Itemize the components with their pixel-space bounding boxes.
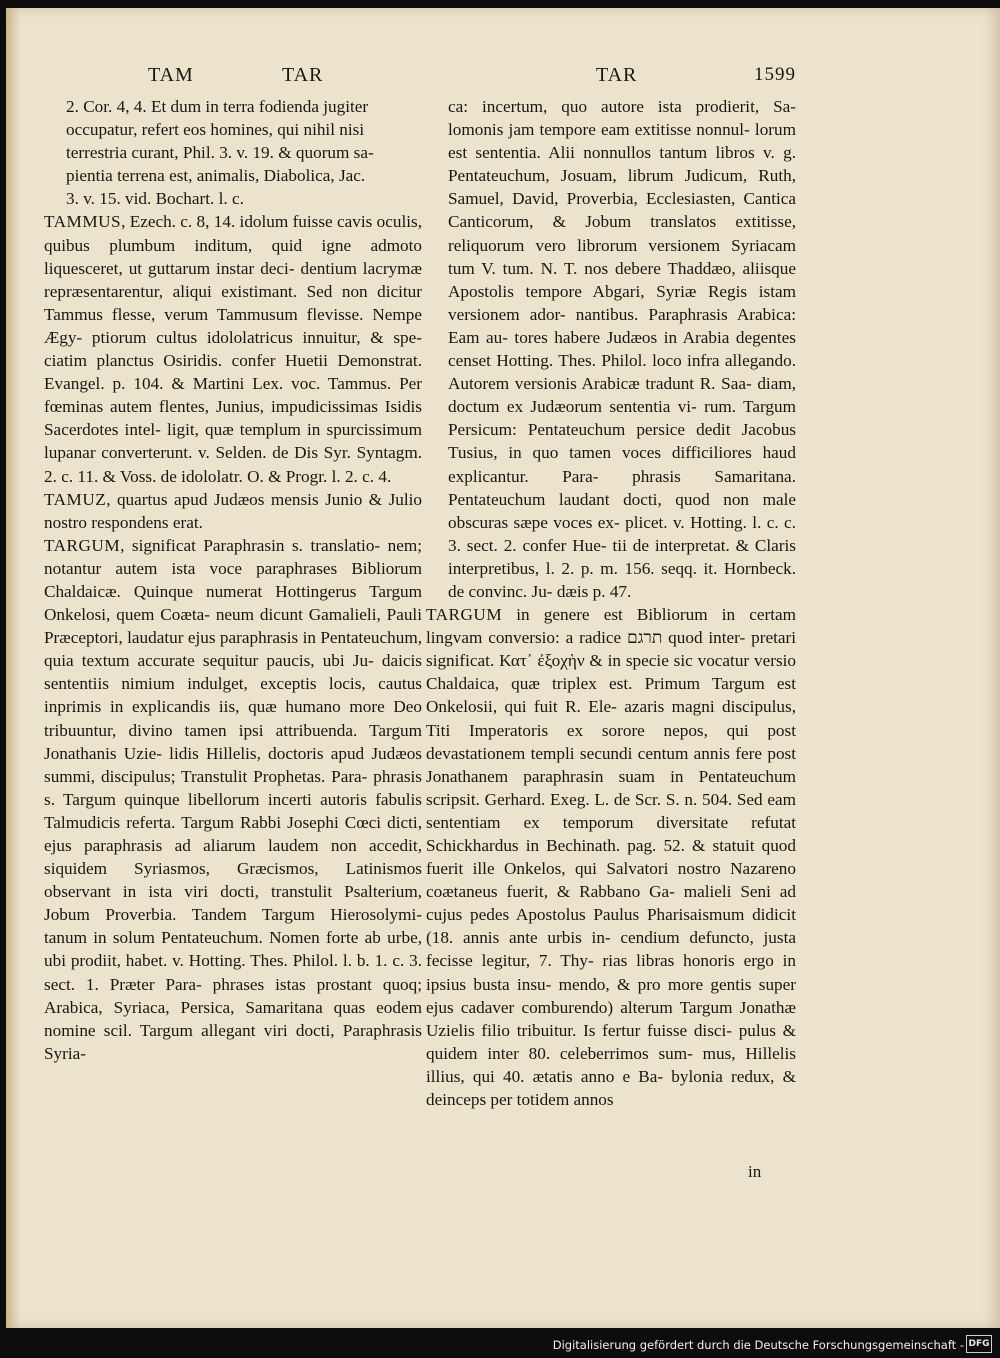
continuation-line: pientia terrena est, animalis, Diabolica, Jac.: [66, 166, 366, 186]
running-head-left-1: TAM: [148, 64, 194, 86]
dictionary-entry: [44, 488, 422, 534]
dfg-logo-icon: DFG: [966, 1335, 992, 1353]
entry-lemma: TAMMUS: [44, 212, 122, 232]
continuation-line: 2. Cor. 4, 4. Et dum in terra fodienda jugiter: [66, 97, 369, 116]
running-head-left-2: TAR: [282, 64, 324, 86]
page-number: 1599: [754, 64, 796, 85]
continuation-line: 3. v. 15. vid. Bochart. l. c.: [66, 189, 244, 209]
right-column: [426, 95, 796, 1111]
entry-text: , quartus apud Judæos mensis Junio & Julio nostro respondens erat.: [44, 489, 422, 532]
dictionary-entry: [426, 603, 796, 1111]
entry-lemma: TAMUZ: [44, 489, 107, 509]
running-head-right: TAR: [596, 64, 638, 86]
dictionary-entry: [44, 210, 422, 487]
entry-lemma: TARGUM: [44, 535, 121, 555]
left-column: [44, 95, 422, 1065]
dictionary-entry: [44, 534, 422, 1065]
entry-text: in genere est Bibliorum in certam lingvam conversio: a radice תרגם quod inter- pretari significat. Κατ᾽ ἐξοχὴν & in specie sic vocatur versio Chaldaica, quæ triplex est. Primum Targum est Onkelosii, qui fuit R. Ele- azaris magni discipulus, Titi Imperatoris ex sorore nepos, qui post devastationem templi secundi centum annis fere post Jonathanem paraphrasin suam in Pentateuchum scripsit. Gerhard. Exeg. L. de Scr. S. n. 504. Sed eam sententiam ex temporum diversitate refutat Schickhardus in Bechinath. pag. 52. & statuit quod fuerit ille Onkelos, qui Salvatori nostro Nazareno coætaneus fuerit, & Rabbano Ga- malieli Seni ad cujus pedes Apostolus Paulus Pharisaismum didicit (18. annis ante urbis in- cendium defuncto, justa fecisse legitur, 7. Thy- rias libras honoris ergo in ipsius busta insu- mendo, & pro more gentis super ejus cadaver comburendo) alterum Targum Jonathæ Uzielis filio tribuitur. Is fertur fuisse disci- pulus & quidem inter 80. celeberrimos sum- mus, Hillelis illius, qui 40. ætatis anno e Ba- bylonia redux, & deinceps per totidem annos: [426, 605, 796, 1110]
right-continuation: ca: incertum, quo autore ista prodierit, Sa- lomonis jam tempore eam extitisse nonnul- lorum est sententia. Alii nonnullos tantum libros v. g. Pentateuchum, Josuam, librum Judicum, Ruth, Samuel, David, Proverbia, Ecclesiasten, Cantica Canticorum, & Jobum translatos extitisse, reliquorum vero librorum versionem Syriacam tum V. tum. N. T. nos debere Thaddæo, aliisque Apostolis tempore Abgari, Syriæ Regis istam versionem ador- nantibus. Paraphrasis Arabica: Eam au- tores habere Judæos in Arabia degentes censet Hotting. Thes. Philol. loco infra allegando. Autorem versionis Arabicæ tradunt R. Saa- diam, doctum ex Judæorum sententia vi- rum. Targum Persicum: Pentateuchum persice dedit Jacobus Tusius, in quo tamen voces difficiliores haud explicantur. Para- phrasis Samaritana. Pentateuchum laudant docti, quod non male obscuras sæpe voces ex- plicet. v. Hotting. l. c. c. 3. sect. 2. confer Hue- tii de interpretat. & Claris interpretibus, l. 2. p. m. 156. seqq. it. Hornbeck. de convinc. Ju- dæis p. 47.: [448, 97, 796, 601]
entry-text: , Ezech. c. 8, 14. idolum fuisse cavis oculis, quibus plumbum inditum, quid igne admoto liquesceret, ut guttarum instar deci- dentium lacrymæ repræsentarentur, aliqui existimant. Sed non dicitur Tammus flesse, verum Tammusum flevisse. Nempe Ægy- ptiorum cultus idololatricus innuitur, & spe- ciatim planctus Osiridis. confer Huetii Demonstrat. Evangel. p. 104. & Martini Lex. voc. Tammus. Per fœminas autem flentes, Junius, impudicissimas Isidis Sacerdotes intel- ligit, quæ templum in spurcissimum lupanar converterunt. v. Selden. de Dis Syr. Syntagm. 2. c. 11. & Voss. de idololatr. O. & Progr. l. 2. c. 4.: [44, 212, 422, 486]
footer-credit: Digitalisierung gefördert durch die Deutsche Forschungsgemeinschaft -: [552, 1338, 964, 1352]
entry-text: , significat Paraphrasin s. translatio- nem; notantur autem ista voce paraphrases Bibliorum Chaldaicæ. Quinque numerat Hottingerus Targum Onkelosi, quem Coæta- neum dicunt Gamalieli, Pauli Præceptori, laudatur ejus paraphrasis in Pentateuchum, quia textum accurate sequitur paucis, ubi Ju- daicis sententiis nimium indulget, exceptis locis, cautus inprimis in explicandis iis, quæ humano more Deo tribuuntur, divino tamen ipsi attribuenda. Targum Jonathanis Uzie- lidis Hillelis, doctoris apud Judæos summi, discipulus; Transtulit Prophetas. Para- phrasis s. Targum quinque libellorum incerti autoris fabulis Talmudicis referta. Targum Rabbi Josephi Cœci dicti, ejus paraphrasis ad aliarum laudem non accedit, siquidem Syriasmos, Græcismos, Latinismos observant in ista viri docti, transtulit Psalterium, Jobum Proverbia. Tandem Targum Hierosolymi- tanum in solum Pentateuchum. Nomen forte ab urbe, ubi prodiit, habet. v. Hotting. Thes. Philol. l. b. 1. c. 3. sect. 1. Præter Para- phrases istas prostant quoq; Arabica, Syriaca, Persica, Samaritana quas eodem nomine scil. Targum allegant viri docti, Paraphrasis Syria-: [44, 535, 422, 1063]
continuation-line: occupatur, refert eos homines, qui nihil nisi: [66, 120, 365, 140]
left-continuation: [44, 95, 422, 210]
entry-lemma: TARGUM: [426, 605, 503, 625]
catchword: in: [748, 1162, 762, 1181]
continuation-line: terrestria curant, Phil. 3. v. 19. & quorum sa-: [66, 143, 374, 163]
